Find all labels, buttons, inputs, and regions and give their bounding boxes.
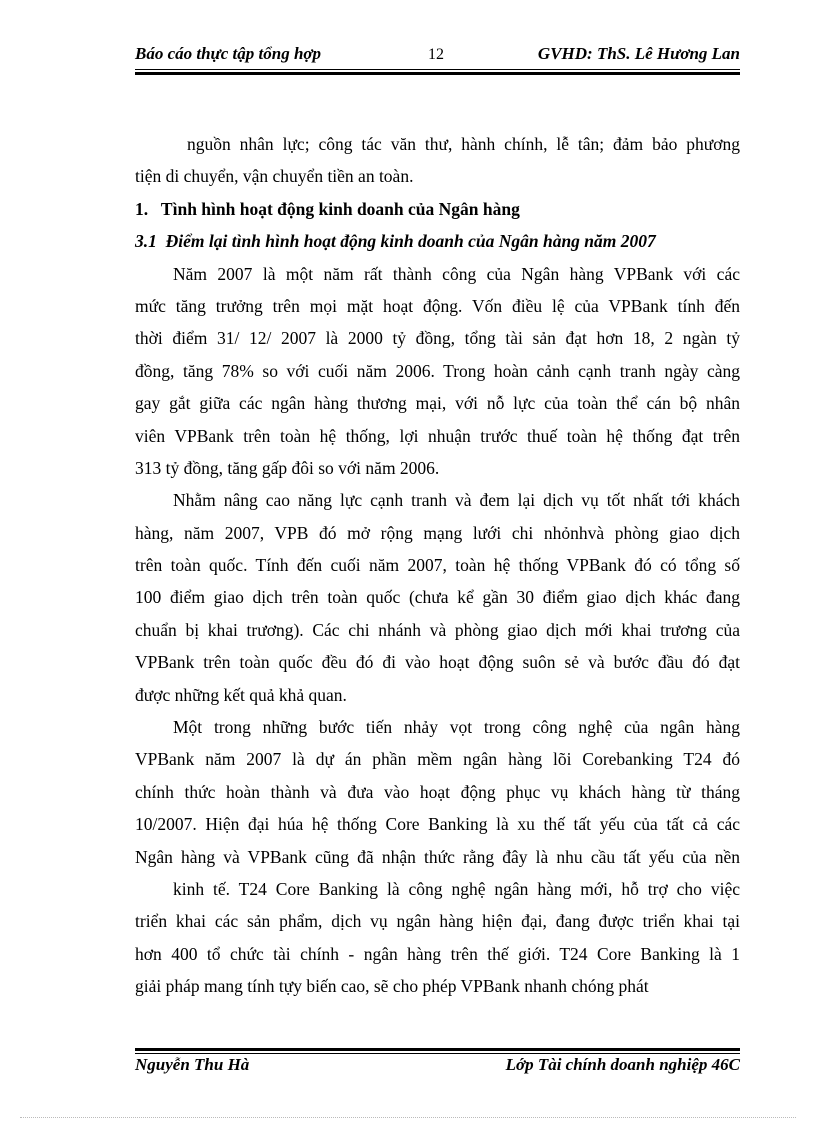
footer-rule-thin: [135, 1053, 740, 1054]
footer-rule-thick: [135, 1048, 740, 1051]
header-page-number: 12: [428, 46, 444, 63]
paragraph-line: tiện di chuyển, vận chuyển tiền an toàn.: [135, 166, 414, 187]
paragraph-line: 10/2007. Hiện đại húa hệ thống Core Banking là xu thế tất yếu của tất cả các: [135, 814, 740, 835]
subsection-heading: 3.1 Điểm lại tình hình hoạt động kinh doanh của Ngân hàng năm 2007: [135, 231, 656, 252]
paragraph-line: Ngân hàng và VPBank cũng đã nhận thức rằng đây là nhu cầu tất yếu của nền: [135, 846, 740, 867]
section-heading: 1. Tình hình hoạt động kinh doanh của Ngân hàng: [135, 198, 520, 219]
header-rule-thin: [135, 69, 740, 70]
page-footer: [135, 1055, 740, 1077]
paragraph-line: 313 tỷ đồng, tăng gấp đôi so với năm 2006.: [135, 457, 440, 478]
paragraph-line: chuẩn bị khai trương). Các chi nhánh và phòng giao dịch mới khai trương của: [135, 619, 740, 640]
paragraph-line: gay gắt giữa các ngân hàng thương mại, với nỗ lực của toàn thể cán bộ nhân: [135, 393, 740, 414]
paragraph-line: hàng, năm 2007, VPB đó mở rộng mạng lưới chi nhỏnhvà phòng giao dịch: [135, 522, 740, 543]
page-bottom-divider: [20, 1117, 796, 1118]
paragraph-line: Năm 2007 là một năm rất thành công của Ngân hàng VPBank với các: [173, 263, 740, 284]
paragraph-line: nguồn nhân lực; công tác văn thư, hành chính, lễ tân; đảm bảo phương: [187, 134, 740, 154]
paragraph-line: được những kết quả khả quan.: [135, 684, 347, 705]
paragraph-line: đồng, tăng 78% so với cuối năm 2006. Trong hoàn cảnh cạnh tranh ngày càng: [135, 360, 740, 381]
paragraph-line: kinh tế. T24 Core Banking là công nghệ ngân hàng mới, hỗ trợ cho việc: [173, 878, 740, 899]
paragraph-line: VPBank năm 2007 là dự án phần mềm ngân hàng lõi Corebanking T24 đó: [135, 749, 740, 770]
paragraph-line: 100 điểm giao dịch trên toàn quốc (chưa kể gần 30 điểm giao dịch khác đang: [135, 587, 740, 608]
paragraph-line: thời điểm 31/ 12/ 2007 là 2000 tỷ đồng, tổng tài sản đạt hơn 18, 2 ngàn tỷ: [135, 328, 740, 349]
paragraph-line: hơn 400 tổ chức tài chính - ngân hàng trên thế giới. T24 Core Banking là 1: [135, 943, 740, 964]
paragraph-line: triển khai các sản phẩm, dịch vụ ngân hàng hiện đại, đang được triển khai tại: [135, 911, 740, 932]
footer-author: Nguyễn Thu Hà: [135, 1055, 250, 1074]
paragraph-line: viên VPBank trên toàn hệ thống, lợi nhuận trước thuế toàn hệ thống đạt trên: [135, 425, 740, 446]
header-report-title: Báo cáo thực tập tổng hợp: [135, 44, 322, 63]
page-body: [135, 128, 740, 1003]
header-supervisor: GVHD: ThS. Lê Hương Lan: [537, 44, 740, 63]
paragraph-line: Một trong những bước tiến nhảy vọt trong công nghệ của ngân hàng: [173, 717, 740, 738]
paragraph-line: VPBank trên toàn quốc đều đó đi vào hoạt động suôn sẻ và bước đầu đó đạt: [135, 652, 740, 673]
page-header: [135, 44, 740, 66]
footer-class: Lớp Tài chính doanh nghiệp 46C: [505, 1055, 740, 1074]
paragraph-line: Nhằm nâng cao năng lực cạnh tranh và đem lại dịch vụ tốt nhất tới khách: [173, 490, 740, 511]
paragraph-line: mức tăng trưởng trên mọi mặt hoạt động. Vốn điều lệ của VPBank tính đến: [135, 295, 740, 316]
paragraph-line: chính thức hoàn thành và đưa vào hoạt động phục vụ khách hàng từ tháng: [135, 781, 740, 802]
paragraph-line: trên toàn quốc. Tính đến cuối năm 2007, toàn hệ thống VPBank đó có tổng số: [135, 555, 740, 576]
header-rule-thick: [135, 72, 740, 75]
paragraph-line: giải pháp mang tính tựy biến cao, sẽ cho phép VPBank nhanh chóng phát: [135, 976, 649, 997]
